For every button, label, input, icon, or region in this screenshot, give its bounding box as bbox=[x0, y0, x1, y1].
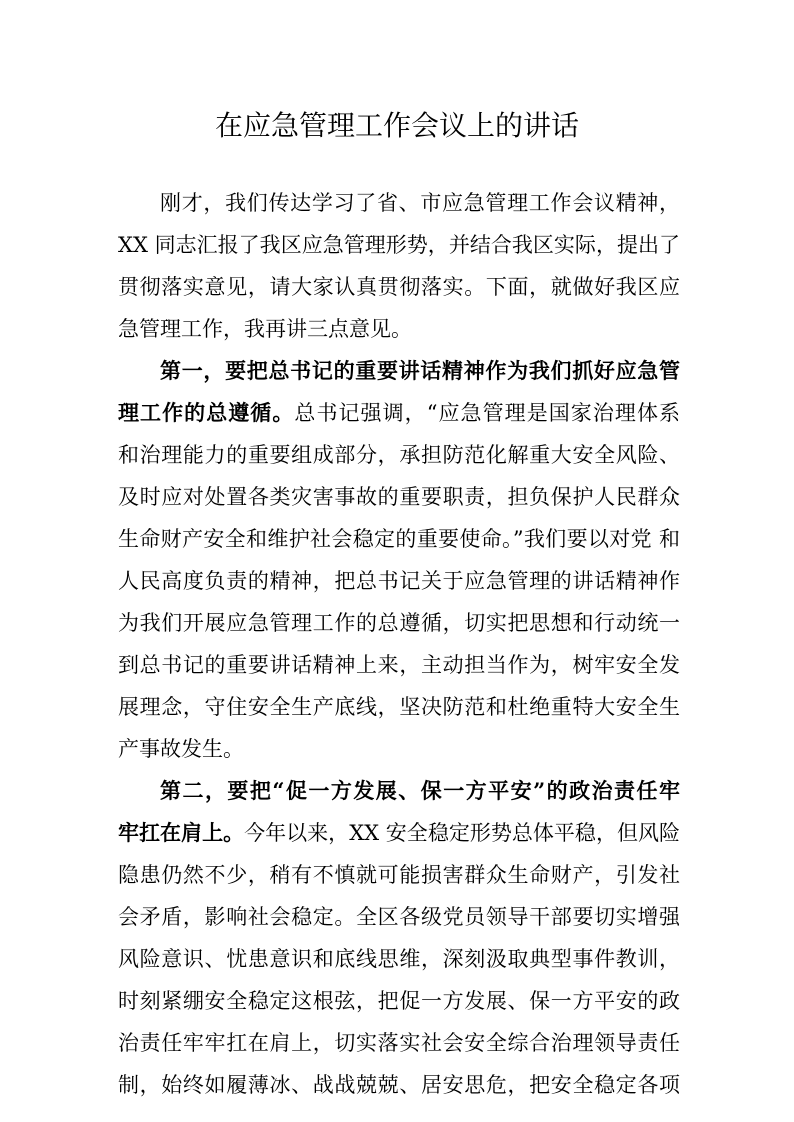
line-text: 风险意识、忧患意识和底线思维，深刻汲取典型事件教训， bbox=[118, 947, 680, 971]
text-line bbox=[118, 980, 680, 1022]
text-line bbox=[118, 854, 680, 896]
line-text: 治责任牢牢扛在肩上，切实落实社会安全综合治理领导责任 bbox=[118, 1031, 680, 1055]
line-text: 到总书记的重要讲话精神上来，主动担当作为，树牢安全发 bbox=[118, 653, 680, 677]
text-line bbox=[118, 644, 680, 686]
text-line bbox=[118, 392, 680, 434]
text-line bbox=[118, 1064, 680, 1106]
line-text: 产事故发生。 bbox=[118, 737, 244, 761]
document-body bbox=[118, 182, 680, 1106]
text-line bbox=[118, 434, 680, 476]
bold-lead: 理工作的总遵循。 bbox=[118, 400, 295, 425]
text-line bbox=[118, 266, 680, 308]
text-line bbox=[118, 1022, 680, 1064]
text-line bbox=[118, 770, 680, 812]
line-text: 展理念，守住安全生产底线，坚决防范和杜绝重特大安全生 bbox=[118, 695, 680, 719]
text-line bbox=[118, 560, 680, 602]
text-line bbox=[118, 728, 680, 770]
line-text: 会矛盾，影响社会稳定。全区各级党员领导干部要切实增强 bbox=[118, 905, 680, 929]
line-text: 和治理能力的重要组成部分，承担防范化解重大安全风险、 bbox=[118, 443, 680, 467]
line-text: XX 同志汇报了我区应急管理形势，并结合我区实际，提出了 bbox=[118, 233, 680, 257]
text-line bbox=[118, 938, 680, 980]
line-text: 人民高度负责的精神，把总书记关于应急管理的讲话精神作 bbox=[118, 569, 680, 593]
line-text: 制，始终如履薄冰、战战兢兢、居安思危，把安全稳定各项 bbox=[118, 1073, 680, 1097]
text-line bbox=[118, 308, 680, 350]
line-text: 生命财产安全和维护社会稳定的重要使命。”我们要以对党 和 bbox=[118, 527, 680, 551]
text-line bbox=[118, 602, 680, 644]
bold-lead: 第一，要把总书记的重要讲话精神作为我们抓好应急管 bbox=[160, 358, 680, 383]
line-text: 总书记强调，“应急管理是国家治理体系 bbox=[294, 401, 681, 425]
text-line bbox=[118, 476, 680, 518]
line-text: 今年以来，XX 安全稳定形势总体平稳，但风险 bbox=[244, 821, 681, 845]
line-text: 为我们开展应急管理工作的总遵循，切实把思想和行动统一 bbox=[118, 611, 680, 635]
line-text: 时刻紧绷安全稳定这根弦，把促一方发展、保一方平安的政 bbox=[118, 989, 680, 1013]
page-title: 在应急管理工作会议上的讲话 bbox=[214, 109, 579, 142]
bold-lead: 牢扛在肩上。 bbox=[118, 820, 245, 845]
text-line bbox=[118, 518, 680, 560]
line-text: 刚才，我们传达学习了省、市应急管理工作会议精神， bbox=[160, 191, 680, 215]
text-line bbox=[118, 686, 680, 728]
line-text: 贯彻落实意见，请大家认真贯彻落实。下面，就做好我区应 bbox=[118, 275, 680, 299]
line-text: 急管理工作，我再讲三点意见。 bbox=[118, 317, 412, 341]
text-line bbox=[118, 896, 680, 938]
text-line bbox=[118, 224, 680, 266]
text-line bbox=[118, 350, 680, 392]
line-text: 隐患仍然不少，稍有不慎就可能损害群众生命财产，引发社 bbox=[118, 863, 680, 887]
bold-lead: 第二，要把“促一方发展、保一方平安”的政治责任牢 bbox=[160, 778, 680, 803]
text-line bbox=[118, 182, 680, 224]
text-line bbox=[118, 812, 680, 854]
line-text: 及时应对处置各类灾害事故的重要职责，担负保护人民群众 bbox=[118, 485, 680, 509]
